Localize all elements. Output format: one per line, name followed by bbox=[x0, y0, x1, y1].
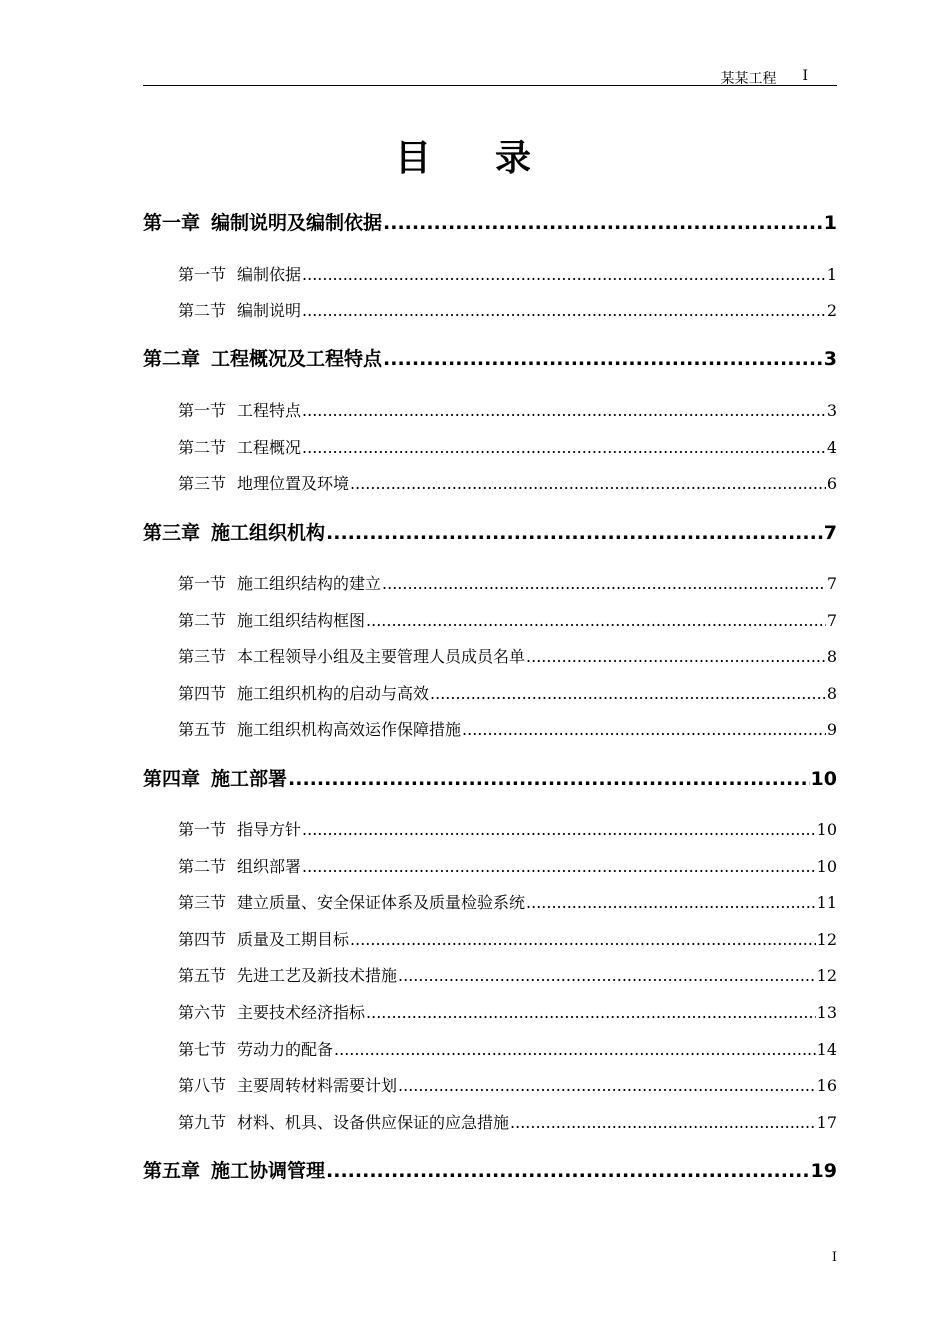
toc-leader-dots bbox=[288, 768, 810, 790]
toc-leader-dots bbox=[382, 574, 826, 593]
toc-section[interactable] bbox=[178, 262, 837, 285]
toc-label: 第三节 bbox=[178, 647, 227, 666]
toc-chapter-2[interactable] bbox=[143, 344, 837, 371]
toc-section[interactable] bbox=[178, 298, 837, 321]
toc-page-number: 6 bbox=[826, 474, 837, 493]
toc-section[interactable] bbox=[178, 854, 837, 877]
page-title: 目录 bbox=[394, 138, 595, 179]
toc-section[interactable] bbox=[178, 1037, 837, 1060]
toc-section[interactable] bbox=[178, 471, 837, 494]
toc-leader-dots bbox=[302, 265, 826, 284]
toc-label: 第三节 bbox=[178, 893, 227, 912]
toc-section[interactable] bbox=[178, 571, 837, 594]
footer-page-number: I bbox=[831, 1250, 837, 1265]
toc-leader-dots bbox=[462, 720, 826, 739]
toc-title: 组织部署 bbox=[237, 857, 302, 876]
toc-leader-dots bbox=[526, 893, 816, 912]
toc-leader-dots bbox=[398, 966, 816, 985]
toc-leader-dots bbox=[326, 522, 823, 544]
toc-page-number: 9 bbox=[826, 720, 837, 739]
toc-page-number: 10 bbox=[810, 768, 837, 790]
toc-section[interactable] bbox=[178, 927, 837, 950]
toc-leader-dots bbox=[302, 401, 826, 420]
toc-leader-dots bbox=[526, 647, 826, 666]
toc-title: 先进工艺及新技术措施 bbox=[237, 966, 398, 985]
toc-section[interactable] bbox=[178, 1073, 837, 1096]
toc-leader-dots bbox=[302, 820, 816, 839]
toc-label: 第二章 bbox=[143, 348, 201, 370]
toc-label: 第二节 bbox=[178, 857, 227, 876]
toc-title: 施工组织机构高效运作保障措施 bbox=[237, 720, 462, 739]
toc-title: 编制依据 bbox=[237, 265, 302, 284]
toc-label: 第三章 bbox=[143, 522, 201, 544]
toc-title: 施工部署 bbox=[211, 768, 288, 790]
toc-page-number: 17 bbox=[816, 1113, 837, 1132]
toc-label: 第五章 bbox=[143, 1160, 201, 1182]
toc-page-number: 12 bbox=[816, 966, 837, 985]
toc-leader-dots bbox=[334, 1040, 816, 1059]
toc-page-number: 1 bbox=[823, 212, 837, 234]
toc-label: 第一节 bbox=[178, 265, 227, 284]
toc-label: 第四章 bbox=[143, 768, 201, 790]
toc-leader-dots bbox=[366, 1003, 816, 1022]
toc-page-number: 13 bbox=[816, 1003, 837, 1022]
toc-page-number: 3 bbox=[826, 401, 837, 420]
toc-page-number: 1 bbox=[826, 265, 837, 284]
toc-label: 第二节 bbox=[178, 301, 227, 320]
toc-title: 主要技术经济指标 bbox=[237, 1003, 366, 1022]
toc-chapter-4[interactable] bbox=[143, 764, 837, 791]
toc-leader-dots bbox=[302, 438, 826, 457]
toc-title: 材料、机具、设备供应保证的应急措施 bbox=[237, 1113, 510, 1132]
toc-title: 劳动力的配备 bbox=[237, 1040, 334, 1059]
toc-chapter-3[interactable] bbox=[143, 518, 837, 545]
toc-title: 工程概况 bbox=[237, 438, 302, 457]
toc-page-number: 7 bbox=[826, 574, 837, 593]
toc-label: 第六节 bbox=[178, 1003, 227, 1022]
toc-page-number: 14 bbox=[816, 1040, 837, 1059]
toc-label: 第七节 bbox=[178, 1040, 227, 1059]
toc-label: 第四节 bbox=[178, 930, 227, 949]
toc-leader-dots bbox=[366, 611, 826, 630]
toc-title: 施工组织机构 bbox=[211, 522, 326, 544]
toc-title: 工程概况及工程特点 bbox=[211, 348, 383, 370]
toc-leader-dots bbox=[350, 474, 826, 493]
toc-page-number: 2 bbox=[826, 301, 837, 320]
toc-section[interactable] bbox=[178, 435, 837, 458]
toc-title: 施工组织机构的启动与高效 bbox=[237, 684, 430, 703]
toc-label: 第三节 bbox=[178, 474, 227, 493]
header-rule bbox=[143, 85, 837, 86]
toc-title: 编制说明 bbox=[237, 301, 302, 320]
toc-label: 第八节 bbox=[178, 1076, 227, 1095]
toc-page-number: 3 bbox=[823, 348, 837, 370]
toc-leader-dots bbox=[302, 857, 816, 876]
header-page-number: I bbox=[802, 68, 808, 84]
toc-title: 主要周转材料需要计划 bbox=[237, 1076, 398, 1095]
toc-leader-dots bbox=[510, 1113, 816, 1132]
toc-section[interactable] bbox=[178, 644, 837, 667]
toc-page-number: 16 bbox=[816, 1076, 837, 1095]
toc-page-number: 11 bbox=[816, 893, 837, 912]
toc-title: 施工组织结构框图 bbox=[237, 611, 366, 630]
header-project-name: 某某工程 bbox=[720, 71, 777, 87]
toc-title: 质量及工期目标 bbox=[237, 930, 350, 949]
toc-leader-dots bbox=[326, 1160, 810, 1182]
toc-page-number: 7 bbox=[823, 522, 837, 544]
toc-page-number: 8 bbox=[826, 647, 837, 666]
toc-section[interactable] bbox=[178, 1110, 837, 1133]
toc-section[interactable] bbox=[178, 963, 837, 986]
toc-label: 第五节 bbox=[178, 720, 227, 739]
toc-leader-dots bbox=[383, 212, 823, 234]
toc-page-number: 7 bbox=[826, 611, 837, 630]
toc-page-number: 10 bbox=[816, 857, 837, 876]
toc-title: 施工组织结构的建立 bbox=[237, 574, 382, 593]
toc-label: 第二节 bbox=[178, 611, 227, 630]
toc-section[interactable] bbox=[178, 681, 837, 704]
toc-label: 第一节 bbox=[178, 574, 227, 593]
toc-section[interactable] bbox=[178, 717, 837, 740]
toc-section[interactable] bbox=[178, 1000, 837, 1023]
toc-section[interactable] bbox=[178, 608, 837, 631]
toc-label: 第一章 bbox=[143, 212, 201, 234]
toc-page-number: 10 bbox=[816, 820, 837, 839]
toc-label: 第九节 bbox=[178, 1113, 227, 1132]
toc-title: 编制说明及编制依据 bbox=[211, 212, 383, 234]
toc-title: 工程特点 bbox=[237, 401, 302, 420]
toc-page-number: 8 bbox=[826, 684, 837, 703]
toc-title: 建立质量、安全保证体系及质量检验系统 bbox=[237, 893, 526, 912]
toc-leader-dots bbox=[430, 684, 826, 703]
toc-page-number: 4 bbox=[826, 438, 837, 457]
toc-chapter-5[interactable] bbox=[143, 1156, 837, 1183]
toc-label: 第一节 bbox=[178, 401, 227, 420]
toc-title: 指导方针 bbox=[237, 820, 302, 839]
toc-section[interactable] bbox=[178, 817, 837, 840]
toc-label: 第一节 bbox=[178, 820, 227, 839]
toc-section[interactable] bbox=[178, 890, 837, 913]
toc-title: 地理位置及环境 bbox=[237, 474, 350, 493]
toc-label: 第四节 bbox=[178, 684, 227, 703]
toc-leader-dots bbox=[350, 930, 816, 949]
toc-chapter-1[interactable] bbox=[143, 208, 837, 235]
toc-page-number: 19 bbox=[810, 1160, 837, 1182]
toc-page-number: 12 bbox=[816, 930, 837, 949]
toc-section[interactable] bbox=[178, 398, 837, 421]
toc-leader-dots bbox=[398, 1076, 816, 1095]
toc-leader-dots bbox=[383, 348, 823, 370]
toc-leader-dots bbox=[302, 301, 826, 320]
toc-label: 第二节 bbox=[178, 438, 227, 457]
toc-title: 本工程领导小组及主要管理人员成员名单 bbox=[237, 647, 526, 666]
toc-title: 施工协调管理 bbox=[211, 1160, 326, 1182]
toc-label: 第五节 bbox=[178, 966, 227, 985]
